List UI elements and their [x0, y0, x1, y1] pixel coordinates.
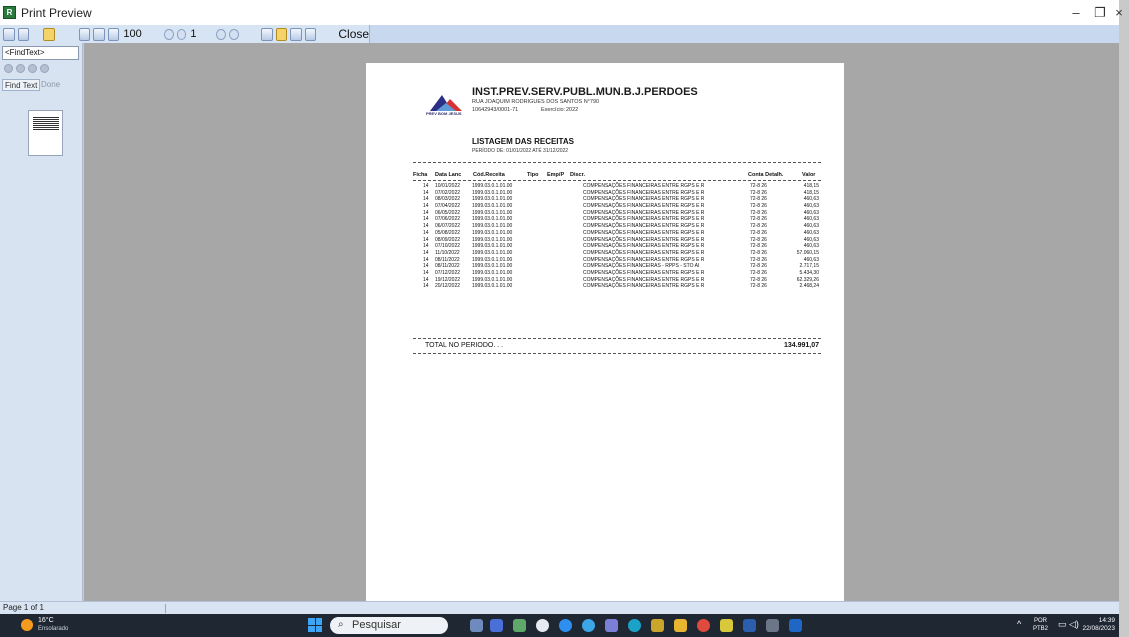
find-next-icon[interactable]	[28, 64, 37, 73]
column-discr: Discr.	[570, 172, 585, 178]
find-previous-icon[interactable]	[16, 64, 25, 73]
find-last-icon[interactable]	[40, 64, 49, 73]
exercise-label: Exercício:	[541, 107, 566, 113]
cell-ficha: 14	[423, 243, 429, 250]
total-divider-bottom	[413, 353, 821, 354]
table-row	[413, 230, 821, 237]
taskbar-search[interactable]	[330, 617, 448, 634]
cell-discr: COMPENSAÇÕES FINANCEIRAS ENTRE RGPS E R	[583, 203, 705, 210]
view-two-icon[interactable]	[290, 28, 302, 41]
cell-discr: COMPENSAÇÕES FINANCEIRAS ENTRE RGPS E R	[583, 216, 705, 223]
cell-conta: 72-8 26	[750, 269, 767, 276]
cell-valor: 460,63	[803, 243, 819, 250]
cell-data: 07/12/2022	[435, 269, 461, 276]
organization-cnpj: 10642943/0001-71	[472, 107, 519, 113]
cell-data: 08/11/2022	[435, 256, 460, 263]
cell-conta: 72-8 26	[750, 243, 767, 250]
app-icon: R	[3, 6, 16, 19]
thumbnail-content	[33, 117, 59, 131]
app-icon-2[interactable]	[536, 619, 549, 632]
keyboard-layout: PTB2	[1033, 626, 1049, 632]
cell-conta: 72-8 26	[750, 216, 767, 223]
cell-data: 08/09/2022	[435, 236, 461, 243]
cell-conta: 72-8 26	[750, 256, 767, 263]
cell-discr: COMPENSAÇÕES FINANCEIRAS ENTRE RGPS E R	[583, 256, 705, 263]
cell-discr: COMPENSAÇÕES FINANCEIRAS ENTRE RGPS E R	[583, 196, 705, 203]
cell-valor: 460,63	[803, 236, 819, 243]
cell-discr: COMPENSAÇÕES FINANCEIRAS ENTRE RGPS E R	[583, 223, 705, 230]
restore-button[interactable]: ❐	[1094, 5, 1106, 20]
clock-date: 22/08/2023	[1082, 625, 1115, 632]
cell-valor: 418,15	[803, 189, 819, 196]
cell-valor: 460,63	[803, 256, 819, 263]
next-page-icon[interactable]	[216, 29, 226, 40]
cell-cod: 1999.03.0.1.01.00	[472, 196, 513, 203]
network-volume-icon[interactable]: ▭ ◁)	[1058, 619, 1079, 629]
close-preview-button[interactable]: Close	[338, 27, 370, 41]
report-period: PERÍODO DE: 01/01/2022 ATÉ 31/12/2022	[472, 148, 569, 154]
total-divider-top	[413, 338, 821, 339]
cell-cod: 1999.03.0.1.01.00	[472, 189, 513, 196]
find-panel	[0, 43, 83, 601]
view-grid-icon[interactable]	[305, 28, 317, 41]
zoom-input[interactable]: 100	[123, 27, 142, 40]
cell-cod: 1999.03.0.1.01.00	[472, 209, 513, 216]
cell-cod: 1999.03.0.1.01.00	[472, 183, 513, 189]
minimize-button[interactable]: –	[1072, 5, 1080, 20]
column-data-lanc: Data Lanc	[435, 172, 462, 178]
columns-divider	[413, 180, 821, 181]
first-page-icon[interactable]	[164, 29, 174, 40]
cell-data: 10/01/2022	[435, 183, 461, 189]
app-icon-6[interactable]	[766, 619, 779, 632]
cell-data: 05/08/2022	[435, 229, 461, 236]
app-icon-1[interactable]	[513, 619, 526, 632]
receipts-table	[413, 183, 821, 290]
logo-caption: PREV BOM JESUS	[426, 111, 462, 116]
organization-address: RUA JOAQUIM RODRIGUES DOS SANTOS N°790	[472, 99, 600, 105]
cell-conta: 72-8 26	[750, 223, 767, 230]
cell-ficha: 14	[423, 189, 429, 196]
cell-valor: 460,63	[803, 209, 819, 216]
column-cod-receita: Cód.Receita	[473, 172, 505, 178]
word-icon[interactable]	[743, 619, 756, 632]
start-menu-icon[interactable]	[308, 618, 322, 632]
header-divider	[413, 162, 821, 163]
total-value: 134.991,07	[783, 342, 819, 349]
table-row	[413, 283, 821, 290]
page-input[interactable]: 1	[190, 27, 197, 40]
cell-cod: 1999.03.0.1.01.00	[472, 203, 513, 210]
cell-cod: 1999.03.0.1.01.00	[472, 229, 513, 236]
weather-description[interactable]: Ensolarado	[38, 626, 69, 632]
view-width-icon[interactable]	[276, 28, 288, 41]
window-title: Print Preview	[21, 5, 92, 20]
outlook-icon[interactable]	[789, 619, 802, 632]
cell-ficha: 14	[423, 223, 429, 230]
cell-cod: 1999.03.0.1.01.00	[472, 283, 513, 290]
find-navigation	[4, 64, 49, 73]
app-icon-4[interactable]	[651, 619, 664, 632]
status-separator	[165, 604, 166, 613]
cell-data: 19/12/2022	[435, 276, 461, 283]
close-window-button[interactable]: ×	[1115, 5, 1123, 20]
cell-data: 07/06/2022	[435, 216, 461, 223]
done-button[interactable]: Done	[41, 80, 61, 89]
table-row	[413, 223, 821, 230]
cell-ficha: 14	[423, 216, 429, 223]
skype-icon[interactable]	[559, 619, 572, 632]
cell-conta: 72-8 26	[750, 209, 767, 216]
cell-conta: 72-8 26	[750, 276, 767, 283]
table-row	[413, 243, 821, 250]
search-placeholder: Pesquisar	[352, 619, 401, 631]
edge-icon[interactable]	[628, 619, 641, 632]
cell-discr: COMPENSAÇÕES FINANCEIRAS ENTRE RGPS E R	[583, 283, 705, 290]
browser-icon[interactable]	[582, 619, 595, 632]
table-row	[413, 270, 821, 277]
window-titlebar	[0, 0, 1123, 25]
preview-area[interactable]	[84, 43, 1119, 601]
last-page-icon[interactable]	[229, 29, 239, 40]
cell-cod: 1999.03.0.1.01.00	[472, 243, 513, 250]
cell-data: 07/02/2022	[435, 189, 461, 196]
print-icon[interactable]	[3, 28, 15, 41]
cell-cod: 1999.03.0.1.01.00	[472, 256, 513, 263]
cell-conta: 72-8 26	[750, 203, 767, 210]
weather-temperature[interactable]: 16°C	[38, 617, 54, 624]
cell-discr: COMPENSAÇÕES FINANCEIRAS ENTRE RGPS E R	[583, 236, 705, 243]
cell-ficha: 14	[423, 263, 429, 270]
cell-discr: COMPENSAÇÕES FINANCEIRAS ENTRE RGPS E R	[583, 189, 705, 196]
cell-valor: 460,63	[803, 196, 819, 203]
app-icon-3[interactable]	[605, 619, 618, 632]
cell-data: 08/03/2022	[435, 196, 461, 203]
cell-data: 11/10/2022	[435, 249, 460, 256]
cell-valor: 5.434,30	[799, 269, 819, 276]
preview-toolbar	[0, 25, 1119, 43]
cell-conta: 72-8 26	[750, 189, 767, 196]
status-bar	[0, 601, 1119, 614]
tray-chevron-up-icon[interactable]: ^	[1017, 619, 1022, 629]
view-single-icon[interactable]	[261, 28, 273, 41]
cell-data: 20/12/2022	[435, 283, 461, 290]
cell-ficha: 14	[423, 183, 429, 189]
find-first-icon[interactable]	[4, 64, 13, 73]
file-explorer-icon[interactable]	[674, 619, 687, 632]
cell-cod: 1999.03.0.1.01.00	[472, 236, 513, 243]
multi-page-icon[interactable]	[93, 28, 105, 41]
cell-ficha: 14	[423, 236, 429, 243]
column-ficha: Ficha	[413, 172, 428, 178]
cell-conta: 72-8 26	[750, 236, 767, 243]
cell-ficha: 14	[423, 283, 429, 290]
column-valor: Valor	[802, 172, 816, 178]
cell-discr: COMPENSAÇÕES FINANCEIRAS ENTRE RGPS E R	[583, 243, 705, 250]
language-code: POR	[1034, 618, 1048, 624]
column-tipo: Tipo	[527, 172, 539, 178]
cell-data: 07/10/2022	[435, 243, 461, 250]
table-row	[413, 263, 821, 270]
windows-taskbar	[0, 614, 1119, 637]
cell-valor: 460,63	[803, 223, 819, 230]
single-page-icon[interactable]	[79, 28, 91, 41]
cell-conta: 72-8 26	[750, 183, 767, 189]
total-label: TOTAL NO PERIODO. . .	[425, 342, 504, 349]
cell-valor: 2.717,15	[799, 263, 819, 270]
cell-conta: 72-8 26	[750, 249, 767, 256]
page-indicator: Page 1 of 1	[3, 603, 44, 612]
cell-ficha: 14	[423, 229, 429, 236]
cell-data: 06/07/2022	[435, 223, 461, 230]
toolbar-buttons	[0, 25, 370, 43]
column-conta: Conta Detalh.	[748, 172, 784, 178]
cell-ficha: 14	[423, 249, 429, 256]
cell-valor: 418,15	[803, 183, 819, 189]
cell-ficha: 14	[423, 256, 429, 263]
cell-cod: 1999.03.0.1.01.00	[472, 216, 513, 223]
cell-conta: 72-8 26	[750, 283, 767, 290]
find-text-button[interactable]: Find Text	[2, 79, 40, 91]
cell-discr: COMPENSAÇÕES FINANCEIRAS ENTRE RGPS E R	[583, 229, 705, 236]
cell-cod: 1999.03.0.1.01.00	[472, 269, 513, 276]
cell-ficha: 14	[423, 269, 429, 276]
page-thumbnail[interactable]	[28, 110, 63, 156]
cell-data: 06/05/2022	[435, 209, 461, 216]
weather-sun-icon[interactable]	[21, 619, 33, 631]
language-indicator[interactable]	[1033, 617, 1048, 633]
cell-discr: COMPENSAÇÕES FINANCEIRAS ENTRE RGPS E R	[583, 269, 705, 276]
cell-cod: 1999.03.0.1.01.00	[472, 249, 513, 256]
chrome-icon[interactable]	[697, 619, 710, 632]
app-icon-5[interactable]	[720, 619, 733, 632]
report-page	[366, 63, 844, 601]
cell-data: 07/04/2022	[435, 203, 461, 210]
cell-data: 08/11/2022	[435, 263, 460, 270]
column-emp: Emp/P	[547, 172, 565, 178]
cell-valor: 460,63	[803, 216, 819, 223]
cell-cod: 1999.03.0.1.01.00	[472, 276, 513, 283]
cell-discr: COMPENSAÇÕES FINANCEIRAS - RPPS - STO AI	[583, 263, 700, 270]
organization-name: INST.PREV.SERV.PUBL.MUN.B.J.PERDOES	[472, 86, 698, 98]
cell-ficha: 14	[423, 209, 429, 216]
cell-valor: 62.329,26	[796, 276, 819, 283]
table-row	[413, 203, 821, 210]
find-icon[interactable]	[43, 28, 55, 41]
find-text-input[interactable]: <FindText>	[2, 46, 79, 60]
cell-discr: COMPENSAÇÕES FINANCEIRAS ENTRE RGPS E R	[583, 276, 705, 283]
exercise-year: 2022	[566, 107, 579, 113]
report-title: LISTAGEM DAS RECEITAS	[472, 137, 574, 146]
cell-cod: 1999.03.0.1.01.00	[472, 223, 513, 230]
search-icon: ⌕	[338, 619, 344, 630]
cell-conta: 72-8 26	[750, 229, 767, 236]
clock-time: 14:39	[1098, 617, 1115, 624]
cell-ficha: 14	[423, 276, 429, 283]
table-row	[413, 183, 821, 190]
cell-discr: COMPENSAÇÕES FINANCEIRAS ENTRE RGPS E R	[583, 249, 705, 256]
cell-ficha: 14	[423, 196, 429, 203]
cell-valor: 460,63	[803, 229, 819, 236]
cell-discr: COMPENSAÇÕES FINANCEIRAS ENTRE RGPS E R	[583, 209, 705, 216]
cell-valor: 57.060,15	[796, 249, 819, 256]
chat-icon[interactable]	[490, 619, 503, 632]
print-setup-icon[interactable]	[18, 28, 30, 41]
cell-conta: 72-8 26	[750, 263, 767, 270]
cell-valor: 460,63	[803, 203, 819, 210]
cell-ficha: 14	[423, 203, 429, 210]
cell-discr: COMPENSAÇÕES FINANCEIRAS ENTRE RGPS E R	[583, 183, 705, 189]
task-view-icon[interactable]	[470, 619, 483, 632]
zoom-icon[interactable]	[108, 28, 120, 41]
previous-page-icon[interactable]	[177, 29, 187, 40]
cell-cod: 1999.03.0.1.01.00	[472, 263, 513, 270]
cell-conta: 72-8 26	[750, 196, 767, 203]
table-row	[413, 250, 821, 257]
cell-valor: 2.468,24	[799, 283, 819, 290]
system-clock[interactable]	[1082, 617, 1115, 633]
